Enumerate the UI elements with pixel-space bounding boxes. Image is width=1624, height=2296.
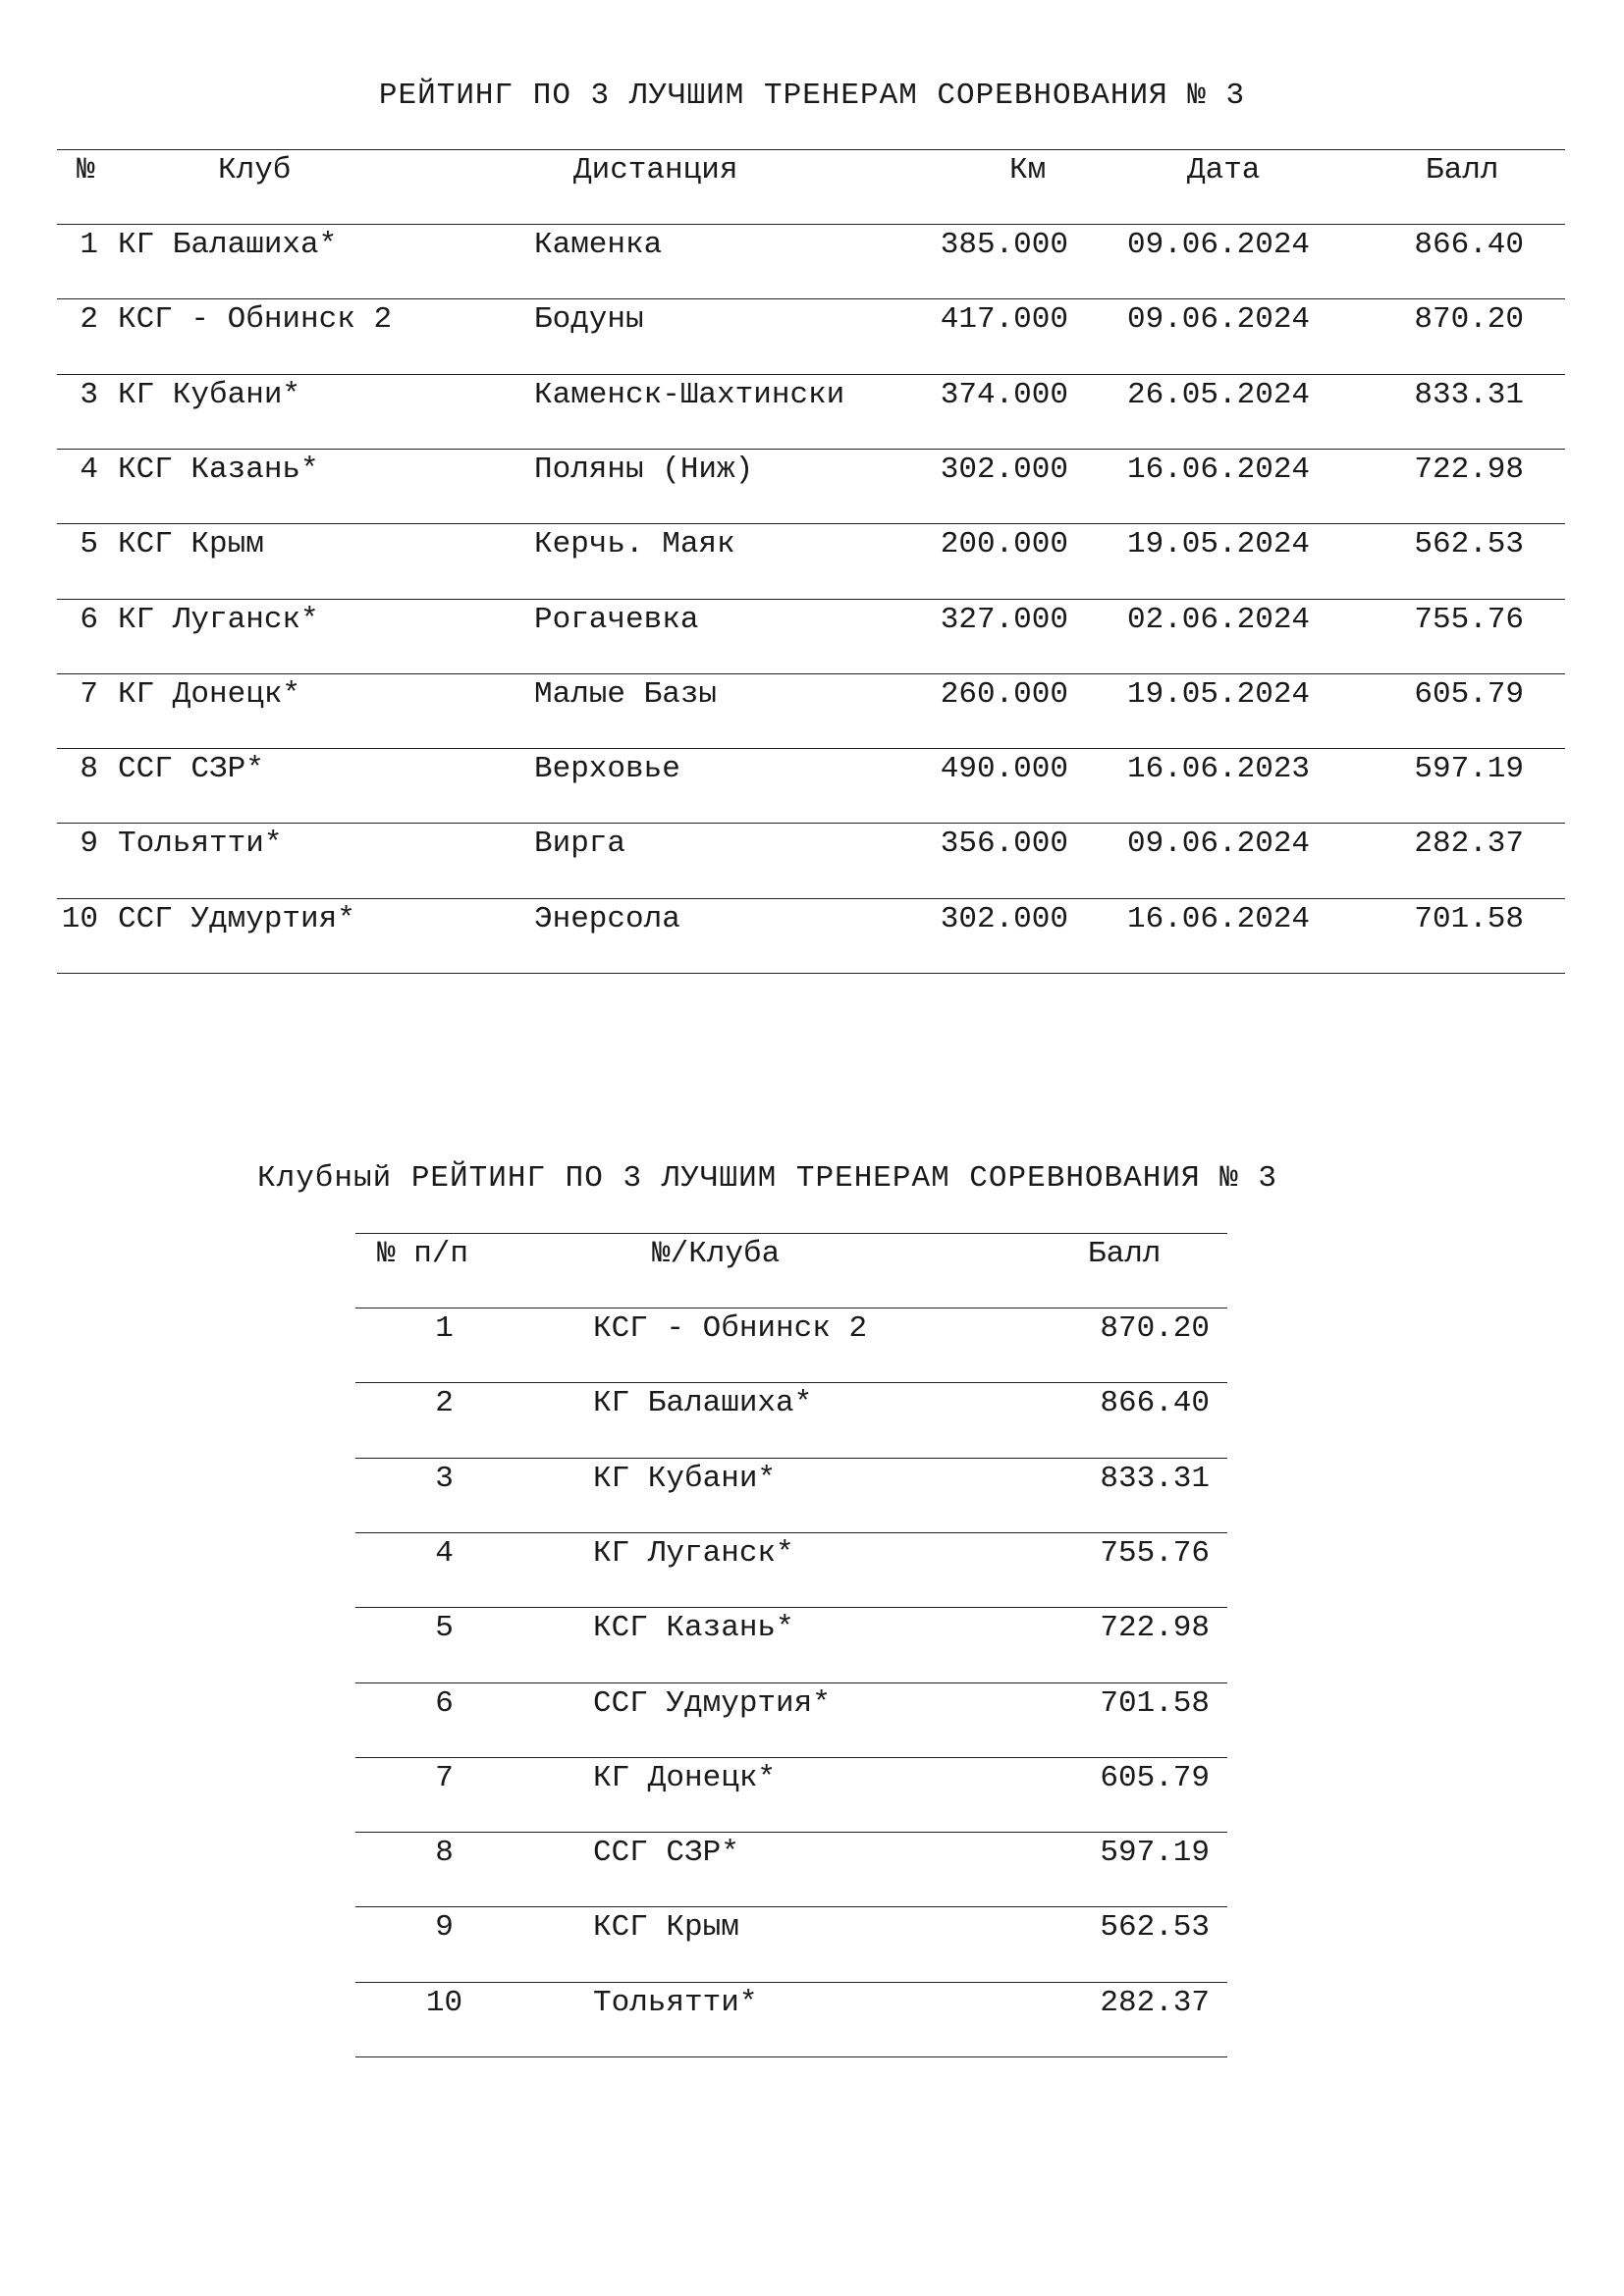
row-distance: Каменка bbox=[534, 228, 663, 262]
row-club: КГ Балашиха* bbox=[118, 228, 338, 262]
header-score: Балл bbox=[1426, 153, 1499, 187]
row-score: 722.98 bbox=[1100, 1611, 1210, 1646]
row-club: КГ Луганск* bbox=[118, 602, 319, 637]
row-num: 7 bbox=[435, 1760, 454, 1795]
header-club: Клуб bbox=[218, 153, 292, 187]
row-distance: Керчь. Маяк bbox=[534, 527, 735, 562]
row-distance: Рогачевка bbox=[534, 602, 699, 637]
row-score: 597.19 bbox=[1100, 1836, 1210, 1871]
row-num: 10 bbox=[425, 1985, 463, 2020]
table-rule bbox=[355, 2056, 1227, 2057]
row-score: 755.76 bbox=[1414, 602, 1524, 637]
row-score: 597.19 bbox=[1414, 752, 1524, 787]
row-score: 701.58 bbox=[1100, 1685, 1210, 1721]
table1-title: РЕЙТИНГ ПО 3 ЛУЧШИМ ТРЕНЕРАМ СОРЕВНОВАНИЯ № 3 bbox=[378, 79, 1246, 113]
table-rule bbox=[57, 599, 1565, 600]
row-score: 282.37 bbox=[1100, 1985, 1210, 2020]
row-club: КСГ Казань* bbox=[593, 1611, 794, 1646]
header-club: №/Клуба bbox=[652, 1237, 781, 1271]
table-rule bbox=[355, 1757, 1227, 1758]
row-km: 302.000 bbox=[940, 452, 1068, 487]
table2-title: Клубный РЕЙТИНГ ПО 3 ЛУЧШИМ ТРЕНЕРАМ СОРЕВНОВАНИЯ № 3 bbox=[257, 1161, 1277, 1196]
table-rule bbox=[355, 1682, 1227, 1683]
table-rule bbox=[57, 898, 1565, 899]
header-num: № bbox=[77, 153, 95, 187]
row-km: 490.000 bbox=[940, 752, 1068, 787]
row-num: 2 bbox=[80, 302, 98, 338]
row-num: 3 bbox=[80, 377, 98, 412]
table-rule bbox=[57, 149, 1565, 150]
row-date: 19.05.2024 bbox=[1127, 676, 1311, 712]
row-num: 6 bbox=[80, 602, 98, 637]
row-score: 866.40 bbox=[1414, 228, 1524, 262]
table-rule bbox=[57, 523, 1565, 524]
row-club: КГ Донецк* bbox=[593, 1760, 777, 1795]
row-num: 1 bbox=[80, 228, 98, 262]
table-rule bbox=[57, 748, 1565, 749]
row-km: 385.000 bbox=[940, 228, 1068, 262]
row-club: КСГ - Обнинск 2 bbox=[593, 1311, 868, 1346]
row-club: ССГ Удмуртия* bbox=[593, 1685, 831, 1721]
row-score: 282.37 bbox=[1414, 827, 1524, 862]
table-rule bbox=[57, 224, 1565, 225]
row-date: 16.06.2024 bbox=[1127, 901, 1311, 936]
table-rule bbox=[57, 823, 1565, 824]
row-distance: Каменск-Шахтински bbox=[534, 377, 845, 412]
row-num: 9 bbox=[80, 827, 98, 862]
row-score: 562.53 bbox=[1100, 1910, 1210, 1946]
row-date: 16.06.2024 bbox=[1127, 452, 1311, 487]
row-num: 10 bbox=[61, 901, 98, 936]
row-score: 833.31 bbox=[1100, 1461, 1210, 1496]
row-club: Тольятти* bbox=[118, 827, 283, 862]
row-num: 4 bbox=[80, 452, 98, 487]
row-club: КСГ - Обнинск 2 bbox=[118, 302, 393, 338]
row-score: 866.40 bbox=[1100, 1386, 1210, 1421]
table-rule bbox=[355, 1382, 1227, 1383]
row-club: КГ Кубани* bbox=[593, 1461, 777, 1496]
header-num: № п/п bbox=[377, 1237, 469, 1271]
row-score: 722.98 bbox=[1414, 452, 1524, 487]
row-num: 1 bbox=[435, 1311, 454, 1346]
row-score: 605.79 bbox=[1414, 676, 1524, 712]
row-num: 8 bbox=[435, 1836, 454, 1871]
table-rule bbox=[57, 374, 1565, 375]
row-score: 833.31 bbox=[1414, 377, 1524, 412]
row-club: КСГ Крым bbox=[593, 1910, 739, 1946]
row-km: 260.000 bbox=[940, 676, 1068, 712]
row-club: КГ Луганск* bbox=[593, 1535, 794, 1571]
header-date: Дата bbox=[1187, 153, 1261, 187]
row-score: 870.20 bbox=[1414, 302, 1524, 338]
header-km: Км bbox=[1009, 153, 1047, 187]
row-km: 327.000 bbox=[940, 602, 1068, 637]
row-num: 2 bbox=[435, 1386, 454, 1421]
row-club: ССГ СЗР* bbox=[118, 752, 264, 787]
table-rule bbox=[355, 1607, 1227, 1608]
row-club: КСГ Казань* bbox=[118, 452, 319, 487]
row-num: 5 bbox=[435, 1611, 454, 1646]
row-num: 8 bbox=[80, 752, 98, 787]
row-club: ССГ СЗР* bbox=[593, 1836, 739, 1871]
header-score: Балл bbox=[1088, 1237, 1162, 1271]
table-rule bbox=[355, 1458, 1227, 1459]
row-num: 4 bbox=[435, 1535, 454, 1571]
row-club: КГ Донецк* bbox=[118, 676, 301, 712]
row-score: 562.53 bbox=[1414, 527, 1524, 562]
row-distance: Верховье bbox=[534, 752, 680, 787]
row-date: 09.06.2024 bbox=[1127, 228, 1311, 262]
table-rule bbox=[57, 973, 1565, 974]
table-rule bbox=[355, 1906, 1227, 1907]
table-rule bbox=[355, 1832, 1227, 1833]
row-distance: Энерсола bbox=[534, 901, 680, 936]
row-club: КГ Балашиха* bbox=[593, 1386, 813, 1421]
row-num: 9 bbox=[435, 1910, 454, 1946]
row-km: 417.000 bbox=[940, 302, 1068, 338]
table-rule bbox=[57, 449, 1565, 450]
row-km: 200.000 bbox=[940, 527, 1068, 562]
row-km: 374.000 bbox=[940, 377, 1068, 412]
row-date: 26.05.2024 bbox=[1127, 377, 1311, 412]
row-score: 870.20 bbox=[1100, 1311, 1210, 1346]
table-rule bbox=[57, 673, 1565, 674]
row-date: 09.06.2024 bbox=[1127, 827, 1311, 862]
header-distance: Дистанция bbox=[573, 153, 738, 187]
row-num: 6 bbox=[435, 1685, 454, 1721]
table-rule bbox=[355, 1532, 1227, 1533]
row-distance: Вирга bbox=[534, 827, 626, 862]
row-num: 3 bbox=[435, 1461, 454, 1496]
row-date: 19.05.2024 bbox=[1127, 527, 1311, 562]
table-rule bbox=[355, 1982, 1227, 1983]
row-club: Тольятти* bbox=[593, 1985, 758, 2020]
table-rule bbox=[57, 298, 1565, 299]
row-num: 5 bbox=[80, 527, 98, 562]
row-num: 7 bbox=[80, 676, 98, 712]
row-distance: Поляны (Ниж) bbox=[534, 452, 754, 487]
table-rule bbox=[355, 1233, 1227, 1234]
row-km: 356.000 bbox=[940, 827, 1068, 862]
row-date: 02.06.2024 bbox=[1127, 602, 1311, 637]
row-km: 302.000 bbox=[940, 901, 1068, 936]
row-distance: Бодуны bbox=[534, 302, 644, 338]
row-score: 755.76 bbox=[1100, 1535, 1210, 1571]
row-date: 16.06.2023 bbox=[1127, 752, 1311, 787]
row-score: 701.58 bbox=[1414, 901, 1524, 936]
row-club: КСГ Крым bbox=[118, 527, 264, 562]
row-club: КГ Кубани* bbox=[118, 377, 301, 412]
row-club: ССГ Удмуртия* bbox=[118, 901, 355, 936]
row-date: 09.06.2024 bbox=[1127, 302, 1311, 338]
row-distance: Малые Базы bbox=[534, 676, 718, 712]
row-score: 605.79 bbox=[1100, 1760, 1210, 1795]
